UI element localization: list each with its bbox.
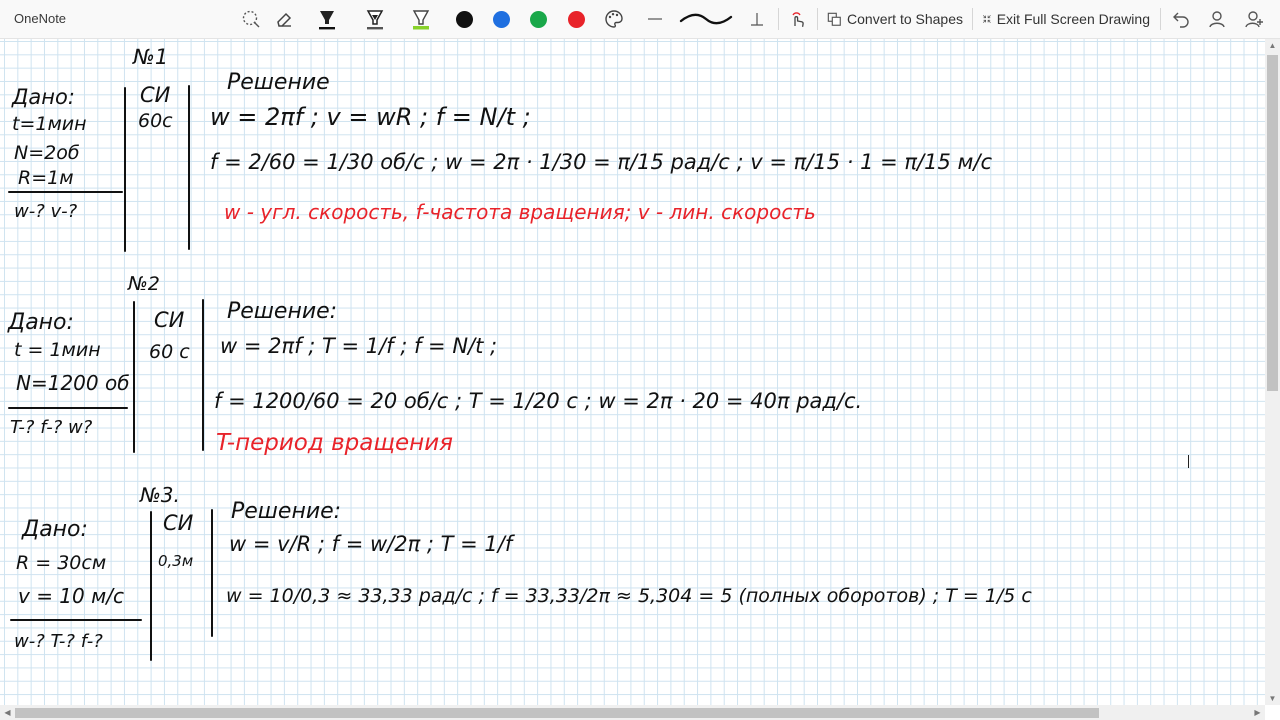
problem3-formulas: w = v/R ; f = w/2π ; T = 1/f (229, 532, 513, 556)
problem1-formulas: w = 2πf ; v = wR ; f = N/t ; (210, 103, 531, 131)
vertical-scrollbar[interactable] (1265, 39, 1280, 705)
color-black-swatch[interactable] (454, 6, 474, 32)
undo-icon[interactable] (1170, 6, 1192, 32)
color-blue-swatch[interactable] (491, 6, 511, 32)
problem2-formulas: w = 2πf ; T = 1/f ; f = N/t ; (220, 334, 498, 358)
scroll-up-arrow-icon[interactable]: ▲ (1268, 41, 1277, 50)
color-green-swatch[interactable] (528, 6, 548, 32)
problem1-divider (124, 87, 126, 252)
problem3-unknowns: w-? T-? f-? (14, 631, 103, 652)
scroll-down-arrow-icon[interactable]: ▼ (1268, 694, 1277, 703)
problem3-solution-label: Решение: (231, 499, 342, 524)
pen-black-icon[interactable] (315, 6, 339, 32)
horizontal-scroll-thumb[interactable] (15, 708, 1099, 718)
lasso-select-icon[interactable] (239, 6, 263, 32)
toolbar-divider (972, 8, 973, 30)
toolbar-divider (817, 8, 818, 30)
account-icon[interactable] (1206, 6, 1228, 32)
problem1-si-value: 60с (138, 110, 173, 132)
exit-full-screen-drawing-button[interactable]: Exit Full Screen Drawing (982, 6, 1150, 32)
share-user-icon[interactable] (1244, 6, 1266, 32)
problem2-divider (133, 301, 135, 453)
scroll-right-arrow-icon[interactable]: ▶ (1254, 708, 1261, 717)
stroke-width-icon[interactable] (678, 6, 734, 32)
problem2-number: №2 (128, 273, 160, 295)
problem3-given-label: Дано: (22, 517, 88, 542)
problem2-given-underline (8, 407, 128, 409)
problem2-si-label: СИ (154, 308, 185, 332)
problem1-note: w - угл. скорость, f-частота вращения; v - лин. скорость (224, 200, 816, 224)
highlighter-icon[interactable] (409, 6, 433, 32)
toolbar-divider (778, 8, 779, 30)
problem2-note: T-период вращения (216, 430, 453, 456)
problem1-si-divider (188, 85, 190, 250)
problem1-calculation: f = 2/60 = 1/30 об/с ; w = 2π · 1/30 = π/15 рад/с ; v = π/15 · 1 = π/15 м/с (210, 150, 992, 174)
problem2-solution-label: Решение: (227, 299, 338, 324)
problem2-calculation: f = 1200/60 = 20 об/с ; T = 1/20 с ; w = 2π · 20 = 40π рад/с. (214, 389, 863, 413)
problem3-given-speed: v = 10 м/с (18, 584, 124, 608)
problem2-unknowns: T-? f-? w? (10, 417, 93, 438)
problem3-divider (150, 511, 152, 661)
problem2-si-divider (202, 299, 204, 451)
problem2-given-label: Дано: (8, 310, 74, 335)
vertical-scroll-thumb[interactable] (1267, 55, 1278, 391)
drawing-canvas[interactable] (0, 39, 1265, 705)
ruler-icon[interactable] (746, 6, 768, 32)
problem1-number: №1 (133, 45, 169, 69)
problem3-si-value: 0,3м (158, 552, 194, 570)
problem1-si-label: СИ (140, 83, 171, 107)
drawing-toolbar (0, 0, 1280, 39)
problem3-given-radius: R = 30см (16, 552, 107, 574)
problem3-calculation: w = 10/0,3 ≈ 33,33 рад/с ; f = 33,33/2π ≈ 5,304 = 5 (полных оборотов) ; T = 1/5 с (226, 585, 1032, 607)
problem3-number: №3. (140, 483, 180, 507)
exit-fullscreen-icon (982, 11, 992, 27)
color-palette-icon[interactable] (603, 6, 625, 32)
problem1-given-time: t=1мин (12, 113, 87, 135)
convert-to-shapes-button[interactable]: Convert to Shapes (827, 6, 963, 32)
touch-draw-icon[interactable] (787, 6, 809, 32)
app-title: OneNote (14, 11, 67, 26)
text-cursor (1188, 455, 1189, 468)
problem1-given-turns: N=2об (14, 142, 80, 164)
toolbar-divider (1160, 8, 1161, 30)
problem1-unknowns: w-? v-? (14, 201, 78, 222)
problem1-given-radius: R=1м (18, 167, 74, 189)
problem2-given-turns: N=1200 об (16, 371, 130, 395)
problem1-given-label: Дано: (12, 85, 75, 109)
pen-thin-icon[interactable] (363, 6, 387, 32)
scroll-left-arrow-icon[interactable]: ◀ (4, 708, 11, 717)
problem1-given-underline (8, 191, 123, 193)
eraser-icon[interactable] (272, 6, 296, 32)
convert-shapes-icon (827, 11, 842, 28)
problem3-si-divider (211, 509, 213, 637)
horizontal-scrollbar[interactable] (0, 705, 1265, 720)
problem2-given-time: t = 1мин (14, 339, 101, 361)
problem2-si-value: 60 с (149, 341, 190, 363)
line-thin-icon[interactable] (644, 6, 666, 32)
problem3-given-underline (10, 619, 142, 621)
color-red-swatch[interactable] (566, 6, 586, 32)
problem3-si-label: СИ (163, 511, 194, 535)
problem1-solution-label: Решение (227, 70, 330, 95)
